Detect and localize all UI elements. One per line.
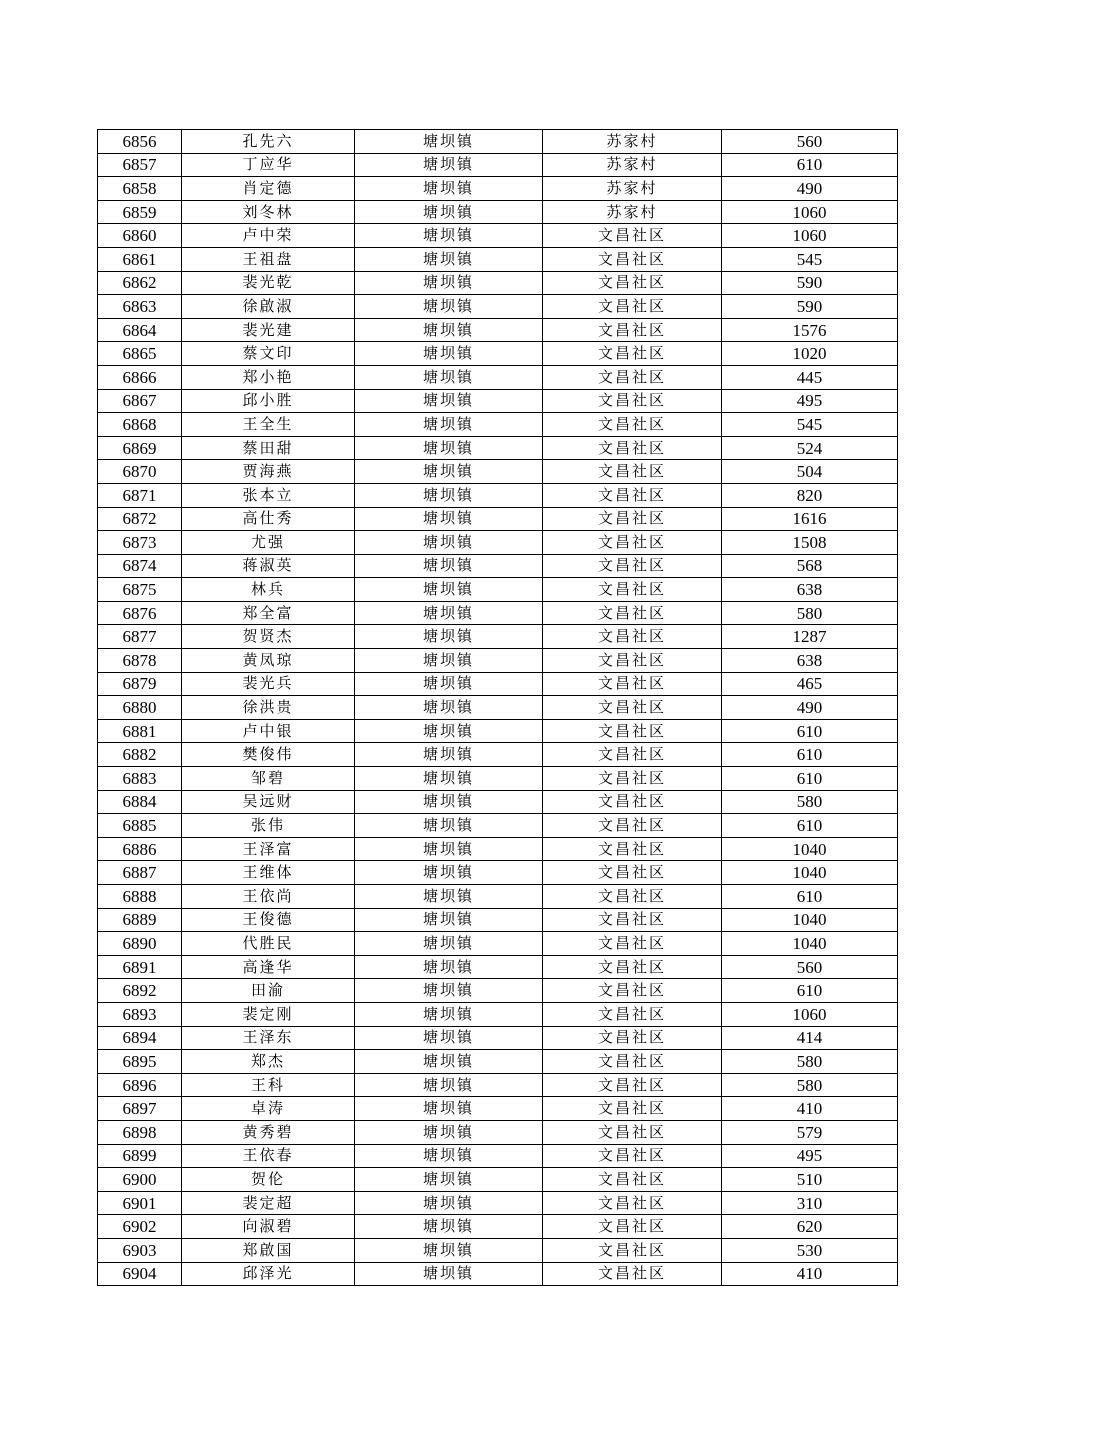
person-name-cell: 高逢华 [182, 955, 355, 979]
table-row [98, 200, 898, 224]
person-name-cell: 黄凤琼 [182, 649, 355, 673]
table-row [98, 531, 898, 555]
village-cell: 文昌社区 [543, 861, 722, 885]
amount-cell: 495 [722, 389, 898, 413]
amount-cell: 1020 [722, 342, 898, 366]
row-number-cell: 6886 [98, 837, 182, 861]
village-cell: 文昌社区 [543, 790, 722, 814]
village-cell: 文昌社区 [543, 554, 722, 578]
table-row [98, 247, 898, 271]
row-number-cell: 6858 [98, 177, 182, 201]
village-cell: 文昌社区 [543, 955, 722, 979]
person-name-cell: 樊俊伟 [182, 743, 355, 767]
row-number-cell: 6901 [98, 1191, 182, 1215]
row-number-cell: 6894 [98, 1026, 182, 1050]
table-row [98, 460, 898, 484]
person-name-cell: 邱小胜 [182, 389, 355, 413]
village-cell: 文昌社区 [543, 932, 722, 956]
village-cell: 文昌社区 [543, 1026, 722, 1050]
amount-cell: 1040 [722, 908, 898, 932]
village-cell: 文昌社区 [543, 271, 722, 295]
person-name-cell: 王科 [182, 1073, 355, 1097]
row-number-cell: 6881 [98, 719, 182, 743]
table-row [98, 224, 898, 248]
village-cell: 文昌社区 [543, 295, 722, 319]
village-cell: 文昌社区 [543, 625, 722, 649]
amount-cell: 638 [722, 649, 898, 673]
row-number-cell: 6880 [98, 696, 182, 720]
village-cell: 文昌社区 [543, 578, 722, 602]
row-number-cell: 6857 [98, 153, 182, 177]
person-name-cell: 邹碧 [182, 767, 355, 791]
town-cell: 塘坝镇 [355, 436, 543, 460]
person-name-cell: 王依尚 [182, 885, 355, 909]
town-cell: 塘坝镇 [355, 318, 543, 342]
village-cell: 文昌社区 [543, 483, 722, 507]
row-number-cell: 6899 [98, 1144, 182, 1168]
row-number-cell: 6872 [98, 507, 182, 531]
town-cell: 塘坝镇 [355, 1026, 543, 1050]
person-name-cell: 卢中荣 [182, 224, 355, 248]
town-cell: 塘坝镇 [355, 153, 543, 177]
table-row [98, 1002, 898, 1026]
row-number-cell: 6859 [98, 200, 182, 224]
row-number-cell: 6864 [98, 318, 182, 342]
row-number-cell: 6900 [98, 1168, 182, 1192]
row-number-cell: 6884 [98, 790, 182, 814]
town-cell: 塘坝镇 [355, 932, 543, 956]
amount-cell: 638 [722, 578, 898, 602]
amount-cell: 510 [722, 1168, 898, 1192]
town-cell: 塘坝镇 [355, 295, 543, 319]
village-cell: 文昌社区 [543, 507, 722, 531]
table-row [98, 672, 898, 696]
table-row [98, 1026, 898, 1050]
table-row [98, 719, 898, 743]
village-cell: 文昌社区 [543, 1002, 722, 1026]
village-cell: 文昌社区 [543, 436, 722, 460]
amount-cell: 820 [722, 483, 898, 507]
town-cell: 塘坝镇 [355, 342, 543, 366]
table-row [98, 908, 898, 932]
person-name-cell: 林兵 [182, 578, 355, 602]
village-cell: 文昌社区 [543, 247, 722, 271]
document-page [97, 129, 897, 1286]
person-name-cell: 田渝 [182, 979, 355, 1003]
table-row [98, 790, 898, 814]
person-name-cell: 吴远财 [182, 790, 355, 814]
amount-cell: 490 [722, 696, 898, 720]
row-number-cell: 6861 [98, 247, 182, 271]
town-cell: 塘坝镇 [355, 271, 543, 295]
town-cell: 塘坝镇 [355, 908, 543, 932]
village-cell: 文昌社区 [543, 1191, 722, 1215]
town-cell: 塘坝镇 [355, 719, 543, 743]
row-number-cell: 6867 [98, 389, 182, 413]
row-number-cell: 6856 [98, 130, 182, 154]
row-number-cell: 6883 [98, 767, 182, 791]
town-cell: 塘坝镇 [355, 696, 543, 720]
row-number-cell: 6891 [98, 955, 182, 979]
town-cell: 塘坝镇 [355, 247, 543, 271]
town-cell: 塘坝镇 [355, 601, 543, 625]
village-cell: 文昌社区 [543, 342, 722, 366]
table-row [98, 1191, 898, 1215]
row-number-cell: 6873 [98, 531, 182, 555]
village-cell: 文昌社区 [543, 1050, 722, 1074]
table-row [98, 743, 898, 767]
table-row [98, 1262, 898, 1286]
town-cell: 塘坝镇 [355, 979, 543, 1003]
village-cell: 苏家村 [543, 177, 722, 201]
town-cell: 塘坝镇 [355, 861, 543, 885]
person-name-cell: 王泽东 [182, 1026, 355, 1050]
person-name-cell: 郑小艳 [182, 365, 355, 389]
row-number-cell: 6898 [98, 1120, 182, 1144]
amount-cell: 310 [722, 1191, 898, 1215]
town-cell: 塘坝镇 [355, 554, 543, 578]
person-name-cell: 刘冬林 [182, 200, 355, 224]
village-cell: 文昌社区 [543, 1073, 722, 1097]
town-cell: 塘坝镇 [355, 767, 543, 791]
table-row [98, 295, 898, 319]
amount-cell: 610 [722, 153, 898, 177]
person-name-cell: 徐啟淑 [182, 295, 355, 319]
amount-cell: 1616 [722, 507, 898, 531]
town-cell: 塘坝镇 [355, 460, 543, 484]
row-number-cell: 6871 [98, 483, 182, 507]
table-row [98, 932, 898, 956]
village-cell: 文昌社区 [543, 1262, 722, 1286]
person-name-cell: 丁应华 [182, 153, 355, 177]
village-cell: 文昌社区 [543, 743, 722, 767]
person-name-cell: 贺贤杰 [182, 625, 355, 649]
amount-cell: 610 [722, 885, 898, 909]
person-name-cell: 郑杰 [182, 1050, 355, 1074]
town-cell: 塘坝镇 [355, 1191, 543, 1215]
row-number-cell: 6862 [98, 271, 182, 295]
row-number-cell: 6904 [98, 1262, 182, 1286]
row-number-cell: 6869 [98, 436, 182, 460]
town-cell: 塘坝镇 [355, 625, 543, 649]
village-cell: 文昌社区 [543, 1120, 722, 1144]
village-cell: 文昌社区 [543, 1144, 722, 1168]
roster-table [97, 129, 898, 1286]
person-name-cell: 郑啟国 [182, 1238, 355, 1262]
table-row [98, 483, 898, 507]
village-cell: 苏家村 [543, 200, 722, 224]
town-cell: 塘坝镇 [355, 1168, 543, 1192]
village-cell: 文昌社区 [543, 885, 722, 909]
row-number-cell: 6887 [98, 861, 182, 885]
town-cell: 塘坝镇 [355, 578, 543, 602]
town-cell: 塘坝镇 [355, 885, 543, 909]
village-cell: 文昌社区 [543, 979, 722, 1003]
row-number-cell: 6902 [98, 1215, 182, 1239]
amount-cell: 579 [722, 1120, 898, 1144]
row-number-cell: 6890 [98, 932, 182, 956]
table-row [98, 318, 898, 342]
table-row [98, 578, 898, 602]
amount-cell: 580 [722, 1050, 898, 1074]
table-row [98, 837, 898, 861]
table-row [98, 1238, 898, 1262]
town-cell: 塘坝镇 [355, 1002, 543, 1026]
person-name-cell: 高仕秀 [182, 507, 355, 531]
row-number-cell: 6895 [98, 1050, 182, 1074]
row-number-cell: 6866 [98, 365, 182, 389]
person-name-cell: 代胜民 [182, 932, 355, 956]
amount-cell: 1060 [722, 224, 898, 248]
person-name-cell: 裴光乾 [182, 271, 355, 295]
village-cell: 文昌社区 [543, 531, 722, 555]
village-cell: 苏家村 [543, 130, 722, 154]
amount-cell: 1576 [722, 318, 898, 342]
table-row [98, 649, 898, 673]
person-name-cell: 贺伦 [182, 1168, 355, 1192]
amount-cell: 445 [722, 365, 898, 389]
table-row [98, 625, 898, 649]
table-row [98, 1215, 898, 1239]
amount-cell: 560 [722, 955, 898, 979]
row-number-cell: 6876 [98, 601, 182, 625]
town-cell: 塘坝镇 [355, 1050, 543, 1074]
amount-cell: 580 [722, 790, 898, 814]
roster-table-body [98, 130, 898, 1286]
row-number-cell: 6888 [98, 885, 182, 909]
table-row [98, 601, 898, 625]
table-row [98, 177, 898, 201]
table-row [98, 365, 898, 389]
town-cell: 塘坝镇 [355, 177, 543, 201]
amount-cell: 465 [722, 672, 898, 696]
town-cell: 塘坝镇 [355, 1262, 543, 1286]
table-row [98, 979, 898, 1003]
table-row [98, 1168, 898, 1192]
town-cell: 塘坝镇 [355, 1097, 543, 1121]
town-cell: 塘坝镇 [355, 649, 543, 673]
village-cell: 文昌社区 [543, 1215, 722, 1239]
person-name-cell: 蔡文印 [182, 342, 355, 366]
table-row [98, 389, 898, 413]
amount-cell: 580 [722, 601, 898, 625]
person-name-cell: 裴定刚 [182, 1002, 355, 1026]
table-row [98, 130, 898, 154]
amount-cell: 414 [722, 1026, 898, 1050]
person-name-cell: 蒋淑英 [182, 554, 355, 578]
row-number-cell: 6897 [98, 1097, 182, 1121]
amount-cell: 545 [722, 247, 898, 271]
village-cell: 文昌社区 [543, 908, 722, 932]
town-cell: 塘坝镇 [355, 1120, 543, 1144]
amount-cell: 1060 [722, 200, 898, 224]
amount-cell: 610 [722, 767, 898, 791]
amount-cell: 610 [722, 719, 898, 743]
village-cell: 文昌社区 [543, 837, 722, 861]
amount-cell: 610 [722, 979, 898, 1003]
amount-cell: 1040 [722, 861, 898, 885]
village-cell: 文昌社区 [543, 601, 722, 625]
table-row [98, 1097, 898, 1121]
person-name-cell: 郑全富 [182, 601, 355, 625]
table-row [98, 861, 898, 885]
village-cell: 文昌社区 [543, 814, 722, 838]
table-row [98, 153, 898, 177]
town-cell: 塘坝镇 [355, 837, 543, 861]
town-cell: 塘坝镇 [355, 413, 543, 437]
town-cell: 塘坝镇 [355, 955, 543, 979]
table-row [98, 554, 898, 578]
table-row [98, 1120, 898, 1144]
amount-cell: 410 [722, 1097, 898, 1121]
row-number-cell: 6885 [98, 814, 182, 838]
row-number-cell: 6878 [98, 649, 182, 673]
person-name-cell: 卢中银 [182, 719, 355, 743]
amount-cell: 560 [722, 130, 898, 154]
village-cell: 文昌社区 [543, 460, 722, 484]
row-number-cell: 6863 [98, 295, 182, 319]
village-cell: 文昌社区 [543, 649, 722, 673]
person-name-cell: 尤强 [182, 531, 355, 555]
town-cell: 塘坝镇 [355, 1144, 543, 1168]
amount-cell: 610 [722, 814, 898, 838]
table-row [98, 436, 898, 460]
town-cell: 塘坝镇 [355, 1238, 543, 1262]
village-cell: 文昌社区 [543, 696, 722, 720]
person-name-cell: 黄秀碧 [182, 1120, 355, 1144]
table-row [98, 1144, 898, 1168]
person-name-cell: 王祖盘 [182, 247, 355, 271]
amount-cell: 1040 [722, 932, 898, 956]
row-number-cell: 6889 [98, 908, 182, 932]
table-row [98, 507, 898, 531]
person-name-cell: 裴光兵 [182, 672, 355, 696]
village-cell: 文昌社区 [543, 318, 722, 342]
village-cell: 文昌社区 [543, 1097, 722, 1121]
table-row [98, 814, 898, 838]
row-number-cell: 6882 [98, 743, 182, 767]
village-cell: 文昌社区 [543, 1238, 722, 1262]
town-cell: 塘坝镇 [355, 483, 543, 507]
amount-cell: 410 [722, 1262, 898, 1286]
person-name-cell: 张本立 [182, 483, 355, 507]
row-number-cell: 6868 [98, 413, 182, 437]
table-row [98, 767, 898, 791]
town-cell: 塘坝镇 [355, 672, 543, 696]
person-name-cell: 肖定德 [182, 177, 355, 201]
amount-cell: 1287 [722, 625, 898, 649]
amount-cell: 590 [722, 295, 898, 319]
amount-cell: 580 [722, 1073, 898, 1097]
row-number-cell: 6893 [98, 1002, 182, 1026]
table-row [98, 885, 898, 909]
row-number-cell: 6903 [98, 1238, 182, 1262]
village-cell: 文昌社区 [543, 672, 722, 696]
town-cell: 塘坝镇 [355, 130, 543, 154]
village-cell: 文昌社区 [543, 389, 722, 413]
village-cell: 文昌社区 [543, 365, 722, 389]
town-cell: 塘坝镇 [355, 1215, 543, 1239]
row-number-cell: 6896 [98, 1073, 182, 1097]
row-number-cell: 6892 [98, 979, 182, 1003]
person-name-cell: 王全生 [182, 413, 355, 437]
row-number-cell: 6879 [98, 672, 182, 696]
person-name-cell: 孔先六 [182, 130, 355, 154]
amount-cell: 590 [722, 271, 898, 295]
town-cell: 塘坝镇 [355, 531, 543, 555]
village-cell: 文昌社区 [543, 1168, 722, 1192]
village-cell: 文昌社区 [543, 719, 722, 743]
table-row [98, 342, 898, 366]
person-name-cell: 裴光建 [182, 318, 355, 342]
row-number-cell: 6875 [98, 578, 182, 602]
person-name-cell: 卓涛 [182, 1097, 355, 1121]
person-name-cell: 王依春 [182, 1144, 355, 1168]
amount-cell: 504 [722, 460, 898, 484]
amount-cell: 524 [722, 436, 898, 460]
amount-cell: 495 [722, 1144, 898, 1168]
row-number-cell: 6865 [98, 342, 182, 366]
amount-cell: 545 [722, 413, 898, 437]
person-name-cell: 贾海燕 [182, 460, 355, 484]
town-cell: 塘坝镇 [355, 224, 543, 248]
row-number-cell: 6874 [98, 554, 182, 578]
table-row [98, 271, 898, 295]
person-name-cell: 蔡田甜 [182, 436, 355, 460]
amount-cell: 530 [722, 1238, 898, 1262]
amount-cell: 490 [722, 177, 898, 201]
town-cell: 塘坝镇 [355, 1073, 543, 1097]
town-cell: 塘坝镇 [355, 365, 543, 389]
town-cell: 塘坝镇 [355, 200, 543, 224]
table-row [98, 413, 898, 437]
row-number-cell: 6860 [98, 224, 182, 248]
town-cell: 塘坝镇 [355, 743, 543, 767]
person-name-cell: 向淑碧 [182, 1215, 355, 1239]
amount-cell: 1060 [722, 1002, 898, 1026]
village-cell: 苏家村 [543, 153, 722, 177]
village-cell: 文昌社区 [543, 767, 722, 791]
amount-cell: 568 [722, 554, 898, 578]
person-name-cell: 王维体 [182, 861, 355, 885]
table-row [98, 696, 898, 720]
town-cell: 塘坝镇 [355, 814, 543, 838]
person-name-cell: 王泽富 [182, 837, 355, 861]
person-name-cell: 徐洪贵 [182, 696, 355, 720]
town-cell: 塘坝镇 [355, 389, 543, 413]
amount-cell: 620 [722, 1215, 898, 1239]
table-row [98, 1073, 898, 1097]
village-cell: 文昌社区 [543, 413, 722, 437]
table-row [98, 955, 898, 979]
person-name-cell: 裴定超 [182, 1191, 355, 1215]
town-cell: 塘坝镇 [355, 507, 543, 531]
row-number-cell: 6870 [98, 460, 182, 484]
town-cell: 塘坝镇 [355, 790, 543, 814]
village-cell: 文昌社区 [543, 224, 722, 248]
person-name-cell: 王俊德 [182, 908, 355, 932]
person-name-cell: 邱泽光 [182, 1262, 355, 1286]
row-number-cell: 6877 [98, 625, 182, 649]
amount-cell: 1040 [722, 837, 898, 861]
amount-cell: 1508 [722, 531, 898, 555]
person-name-cell: 张伟 [182, 814, 355, 838]
table-row [98, 1050, 898, 1074]
amount-cell: 610 [722, 743, 898, 767]
